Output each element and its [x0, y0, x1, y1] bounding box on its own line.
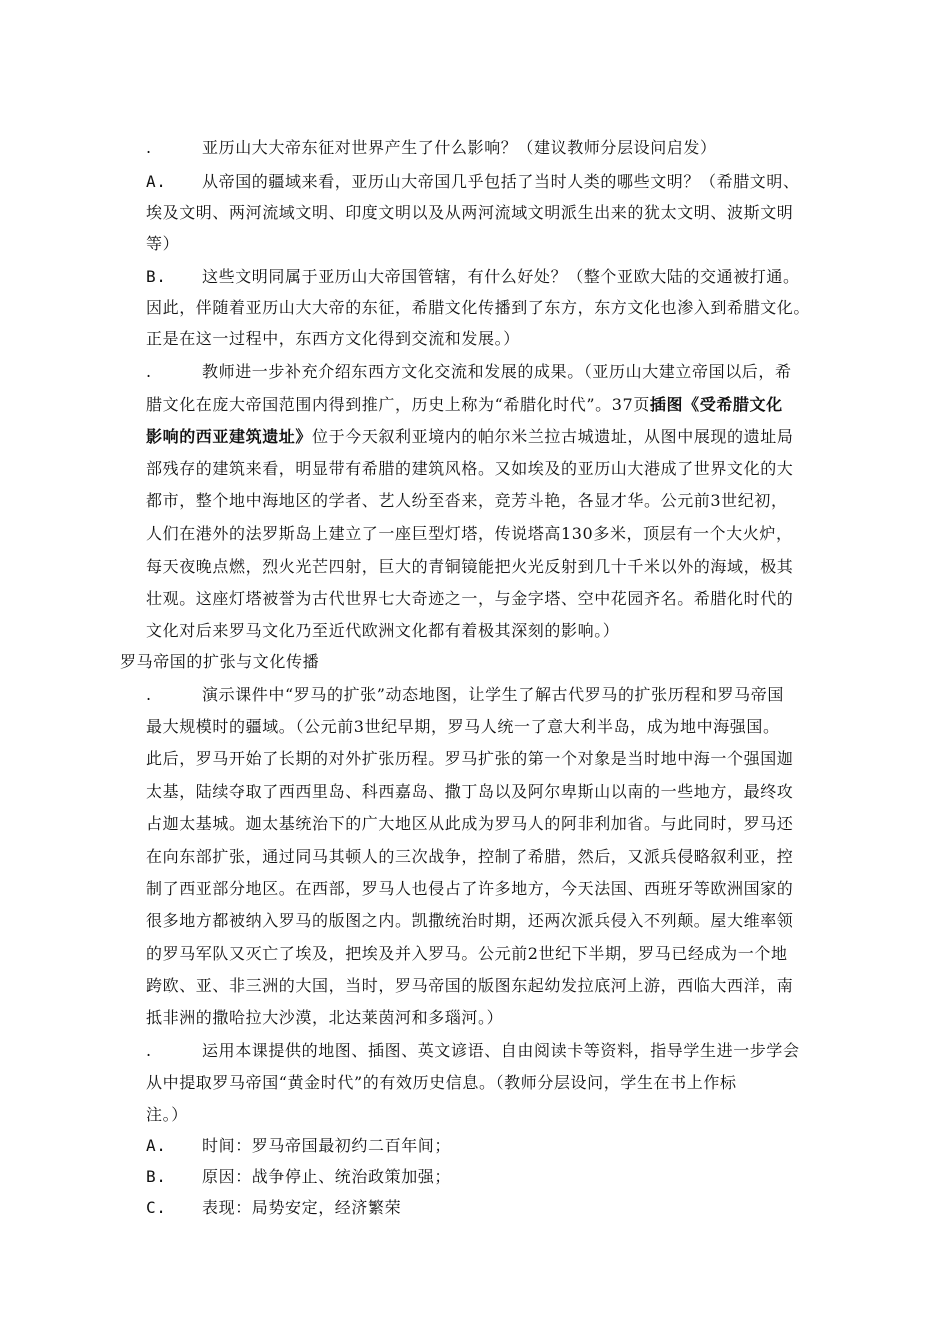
paragraph-line: 埃及文明、两河流域文明、印度文明以及从两河流域文明派生出来的犹太文明、波斯文明 — [146, 203, 794, 222]
paragraph-line: 这些文明同属于亚历山大帝国管辖，有什么好处？（整个亚欧大陆的交通被打通。 — [202, 267, 800, 286]
paragraph-line: 从帝国的疆域来看，亚历山大帝国几乎包括了当时人类的哪些文明？（希腊文明、 — [202, 172, 800, 191]
paragraph-line: 占迦太基城。迦太基统治下的广大地区从此成为罗马人的阿非利加省。与此同时，罗马还 — [146, 814, 794, 833]
paragraph-line: 在向东部扩张，通过同马其顿人的三次战争，控制了希腊，然后，又派兵侵略叙利亚，控 — [146, 847, 794, 866]
paragraph-line: 部残存的建筑来看，明显带有希腊的建筑风格。又如埃及的亚历山大港成了世界文化的大 — [146, 459, 794, 478]
list-marker: B. — [146, 1167, 167, 1186]
section-heading: 罗马帝国的扩张与文化传播 — [120, 652, 320, 671]
paragraph-line: 注。） — [146, 1105, 188, 1124]
list-item: 表现：局势安定，经济繁荣 — [202, 1198, 402, 1217]
paragraph-line: 都市，整个地中海地区的学者、艺人纷至沓来，竞芳斗艳，各显才华。公元前3世纪初， — [146, 491, 788, 510]
list-marker: A. — [146, 1136, 167, 1155]
list-item: 原因：战争停止、统治政策加强； — [202, 1167, 452, 1186]
paragraph-line: 每天夜晚点燃，烈火光芒四射，巨大的青铜镜能把火光反射到几十千米以外的海域，极其 — [146, 557, 794, 576]
paragraph-line: 的罗马军队又灭亡了埃及，把埃及并入罗马。公元前2世纪下半期，罗马已经成为一个地 — [146, 944, 788, 963]
paragraph-line: 此后，罗马开始了长期的对外扩张历程。罗马扩张的第一个对象是当时地中海一个强国迦 — [146, 749, 794, 768]
list-marker: . — [146, 685, 152, 704]
list-marker: . — [146, 1041, 152, 1060]
list-marker: . — [146, 138, 152, 157]
paragraph-line: 运用本课提供的地图、插图、英文谚语、自由阅读卡等资料，指导学生进一步学会 — [202, 1041, 800, 1060]
paragraph-line: 人们在港外的法罗斯岛上建立了一座巨型灯塔，传说塔高130多米，顶层有一个大火炉， — [146, 524, 793, 543]
paragraph-line: 太基，陆续夺取了西西里岛、科西嘉岛、撒丁岛以及阿尔卑斯山以南的一些地方，最终攻 — [146, 782, 794, 801]
list-marker: C. — [146, 1198, 167, 1217]
paragraph-line: 教师进一步补充介绍东西方文化交流和发展的成果。（亚历山大建立帝国以后，希 — [202, 362, 792, 381]
question-line: 亚历山大大帝东征对世界产生了什么影响？（建议教师分层设问启发） — [202, 138, 717, 157]
paragraph-line: 等） — [146, 234, 180, 253]
text-run: 腊文化在庞大帝国范围内得到推广，历史上称为“希腊化时代”。37页 — [146, 395, 650, 414]
paragraph-line: 正是在这一过程中，东西方文化得到交流和发展。） — [146, 329, 520, 348]
paragraph-line: 很多地方都被纳入罗马的版图之内。凯撒统治时期，还两次派兵侵入不列颠。屋大维率领 — [146, 911, 794, 930]
list-marker: A. — [146, 172, 167, 191]
paragraph-line: 因此，伴随着亚历山大大帝的东征，希腊文化传播到了东方，东方文化也渗入到希腊文化。 — [146, 298, 811, 317]
paragraph-line — [146, 395, 783, 415]
paragraph-line: 最大规模时的疆域。（公元前3世纪早期，罗马人统一了意大利半岛，成为地中海强国。 — [146, 717, 780, 736]
paragraph-line — [146, 427, 793, 447]
paragraph-line: 文化对后来罗马文化乃至近代欧洲文化都有着极其深刻的影响。） — [146, 621, 620, 640]
list-marker: B. — [146, 267, 167, 286]
bold-text-run: 插图《受希腊文化 — [649, 395, 783, 414]
paragraph-line: 从中提取罗马帝国“黄金时代”的有效历史信息。（教师分层设问，学生在书上作标 — [146, 1073, 737, 1092]
paragraph-line: 跨欧、亚、非三洲的大国，当时，罗马帝国的版图东起幼发拉底河上游，西临大西洋，南 — [146, 976, 794, 995]
bold-text-run: 影响的西亚建筑遗址》 — [146, 427, 313, 446]
paragraph-line: 制了西亚部分地区。在西部，罗马人也侵占了许多地方，今天法国、西班牙等欧洲国家的 — [146, 879, 794, 898]
text-run: 位于今天叙利亚境内的帕尔米兰拉古城遗址，从图中展现的遗址局 — [312, 427, 794, 446]
paragraph-line: 演示课件中“罗马的扩张”动态地图，让学生了解古代罗马的扩张历程和罗马帝国 — [202, 685, 784, 704]
list-marker: . — [146, 362, 152, 381]
paragraph-line: 抵非洲的撒哈拉大沙漠，北达莱茵河和多瑙河。） — [146, 1008, 504, 1027]
paragraph-line: 壮观。这座灯塔被誉为古代世界七大奇迹之一，与金字塔、空中花园齐名。希腊化时代的 — [146, 589, 794, 608]
list-item: 时间：罗马帝国最初约二百年间； — [202, 1136, 452, 1155]
